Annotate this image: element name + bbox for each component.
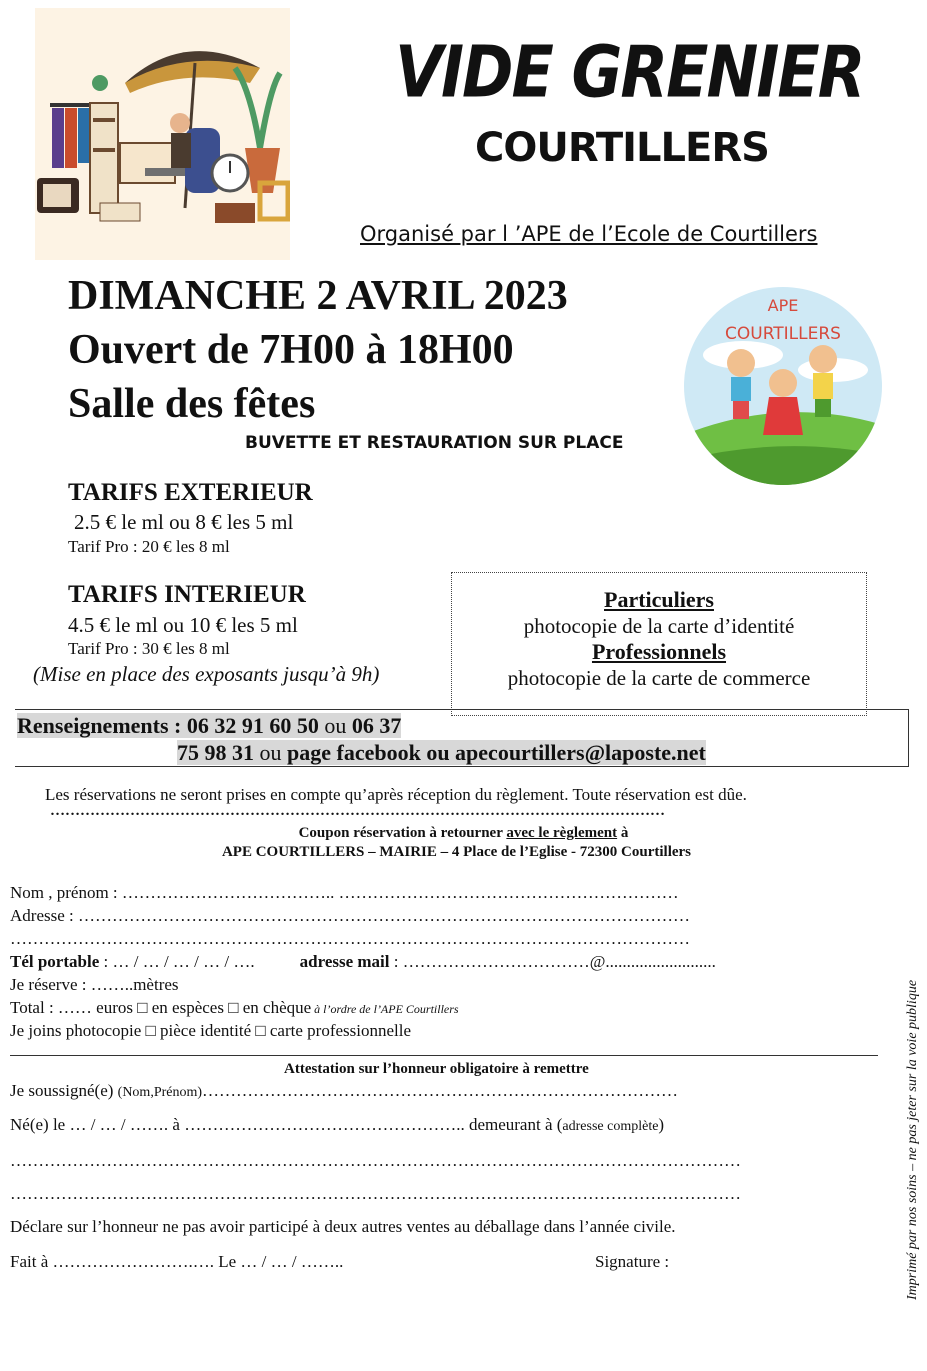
event-hours: Ouvert de 7H00 à 18H00 — [68, 327, 514, 373]
subtitle: COURTILLERS — [475, 125, 769, 171]
tarifs-exterieur-line: 2.5 € le ml ou 8 € les 5 ml — [74, 510, 294, 534]
documents-box — [451, 572, 867, 716]
tarifs-exterieur-pro: Tarif Pro : 20 € les 8 ml — [68, 537, 230, 556]
contact-phone1: : 06 32 91 60 50 — [168, 713, 319, 738]
form-adresse[interactable]: Adresse : ……………………………………………………………………………………………… — [10, 906, 690, 925]
form-total[interactable]: Total : …… euros □ en espèces □ en chèque — [10, 998, 312, 1017]
coupon-line2: APE COURTILLERS – MAIRIE – 4 Place de l’Eglise - 72300 Courtillers — [221, 844, 692, 860]
tel-label: Tél portable — [10, 952, 100, 971]
soussigne-a: Je soussigné(e) — [10, 1081, 118, 1100]
attestation-dots-2[interactable]: ………………………………………………………………………………………………………………… — [10, 1184, 741, 1203]
coupon-line1-a: Coupon réservation à retourner — [298, 825, 507, 841]
contact-box — [15, 709, 909, 767]
logo-line2: COURTILLERS — [725, 324, 841, 344]
soussigne-c[interactable]: ………………………………………………………………………… — [202, 1081, 679, 1100]
ne-b: adresse complète — [562, 1119, 659, 1134]
coupon-line1-b: avec le règlement — [506, 825, 618, 841]
tarifs-interieur-line: 4.5 € le ml ou 10 € les 5 ml — [68, 613, 298, 637]
ne-a[interactable]: Né(e) le … / … / ……. à ………………………………………….. demeurant à ( — [10, 1115, 563, 1134]
attestation-ne[interactable] — [10, 1115, 664, 1135]
attestation-dots-1[interactable]: ………………………………………………………………………………………………………………… — [10, 1151, 741, 1170]
professionnels-title: Professionnels — [591, 639, 727, 664]
organiser-line: Organisé par l ’APE de l’Ecole de Courtillers — [360, 222, 818, 246]
contact-label: Renseignements — [17, 713, 169, 738]
mail-field[interactable]: : ……………………………@.......................... — [389, 952, 716, 971]
soussigne-b: (Nom,Prénom) — [117, 1085, 203, 1100]
form-joins[interactable]: Je joins photocopie □ pièce identité □ carte professionnelle — [10, 1021, 412, 1040]
mail-label: adresse mail — [299, 952, 390, 971]
contact-or2: ou — [254, 740, 287, 765]
mise-en-place-note: (Mise en place des exposants jusqu’à 9h) — [33, 662, 380, 686]
contact-facebook-email[interactable]: page facebook ou apecourtillers@laposte.net — [287, 740, 706, 765]
contact-phone2: 06 37 — [351, 713, 402, 738]
contact-phone2-end: 75 98 31 — [177, 740, 254, 765]
attestation-title: Attestation sur l’honneur obligatoire à remettre — [284, 1061, 589, 1077]
attestation-declare: Déclare sur l’honneur ne pas avoir participé à deux autres ventes au déballage dans l’année civile. — [10, 1217, 676, 1236]
tarifs-interieur-title: TARIFS INTERIEUR — [68, 581, 306, 608]
separator-line — [10, 1055, 878, 1056]
reservation-notice: Les réservations ne seront prises en compte qu’après réception du règlement. Toute réservation est dûe. — [45, 785, 747, 804]
tarifs-exterieur-title: TARIFS EXTERIEUR — [68, 479, 313, 506]
particuliers-title: Particuliers — [604, 587, 714, 612]
form-adresse-2[interactable]: ………………………………………………………………………………………………………… — [10, 929, 690, 948]
form-ordre: à l’ordre de l’APE Courtillers — [311, 1002, 459, 1016]
event-place: Salle des fêtes — [68, 381, 316, 427]
vertical-print-note: Imprimé par nos soins – ne pas jeter sur la voie publique — [905, 979, 920, 1300]
ape-logo — [683, 285, 883, 487]
particuliers-text: photocopie de la carte d’identité — [523, 614, 795, 638]
coupon-line1 — [0, 825, 927, 842]
coupon-line1-c: à — [617, 825, 629, 841]
tarifs-interieur-pro: Tarif Pro : 30 € les 8 ml — [68, 639, 230, 658]
professionnels-text: photocopie de la carte de commerce — [507, 666, 811, 690]
event-date: DIMANCHE 2 AVRIL 2023 — [68, 273, 568, 319]
cut-line: …………………………………………………………………………………………………………… — [50, 803, 665, 819]
form-tel-line — [10, 952, 716, 972]
flea-market-illustration — [35, 8, 290, 260]
form-total-line — [10, 998, 459, 1018]
logo-line1: APE — [767, 296, 799, 315]
attestation-fait[interactable]: Fait à …………………….…. Le … / … / …….. — [10, 1252, 344, 1271]
form-reserve[interactable]: Je réserve : ……..mètres — [10, 975, 179, 994]
ne-c: ) — [658, 1115, 665, 1134]
attestation-soussigne[interactable] — [10, 1081, 678, 1101]
tel-field[interactable]: : … / … / … / … / …. — [99, 952, 255, 971]
form-nom[interactable]: Nom , prénom : ……………………………….. …………………………………………………… — [10, 883, 679, 902]
attestation-signature[interactable]: Signature : — [595, 1252, 670, 1271]
contact-or1: ou — [318, 713, 352, 738]
buvette-note: BUVETTE ET RESTAURATION SUR PLACE — [245, 433, 624, 453]
main-title: VIDE GRENIER — [395, 30, 864, 114]
